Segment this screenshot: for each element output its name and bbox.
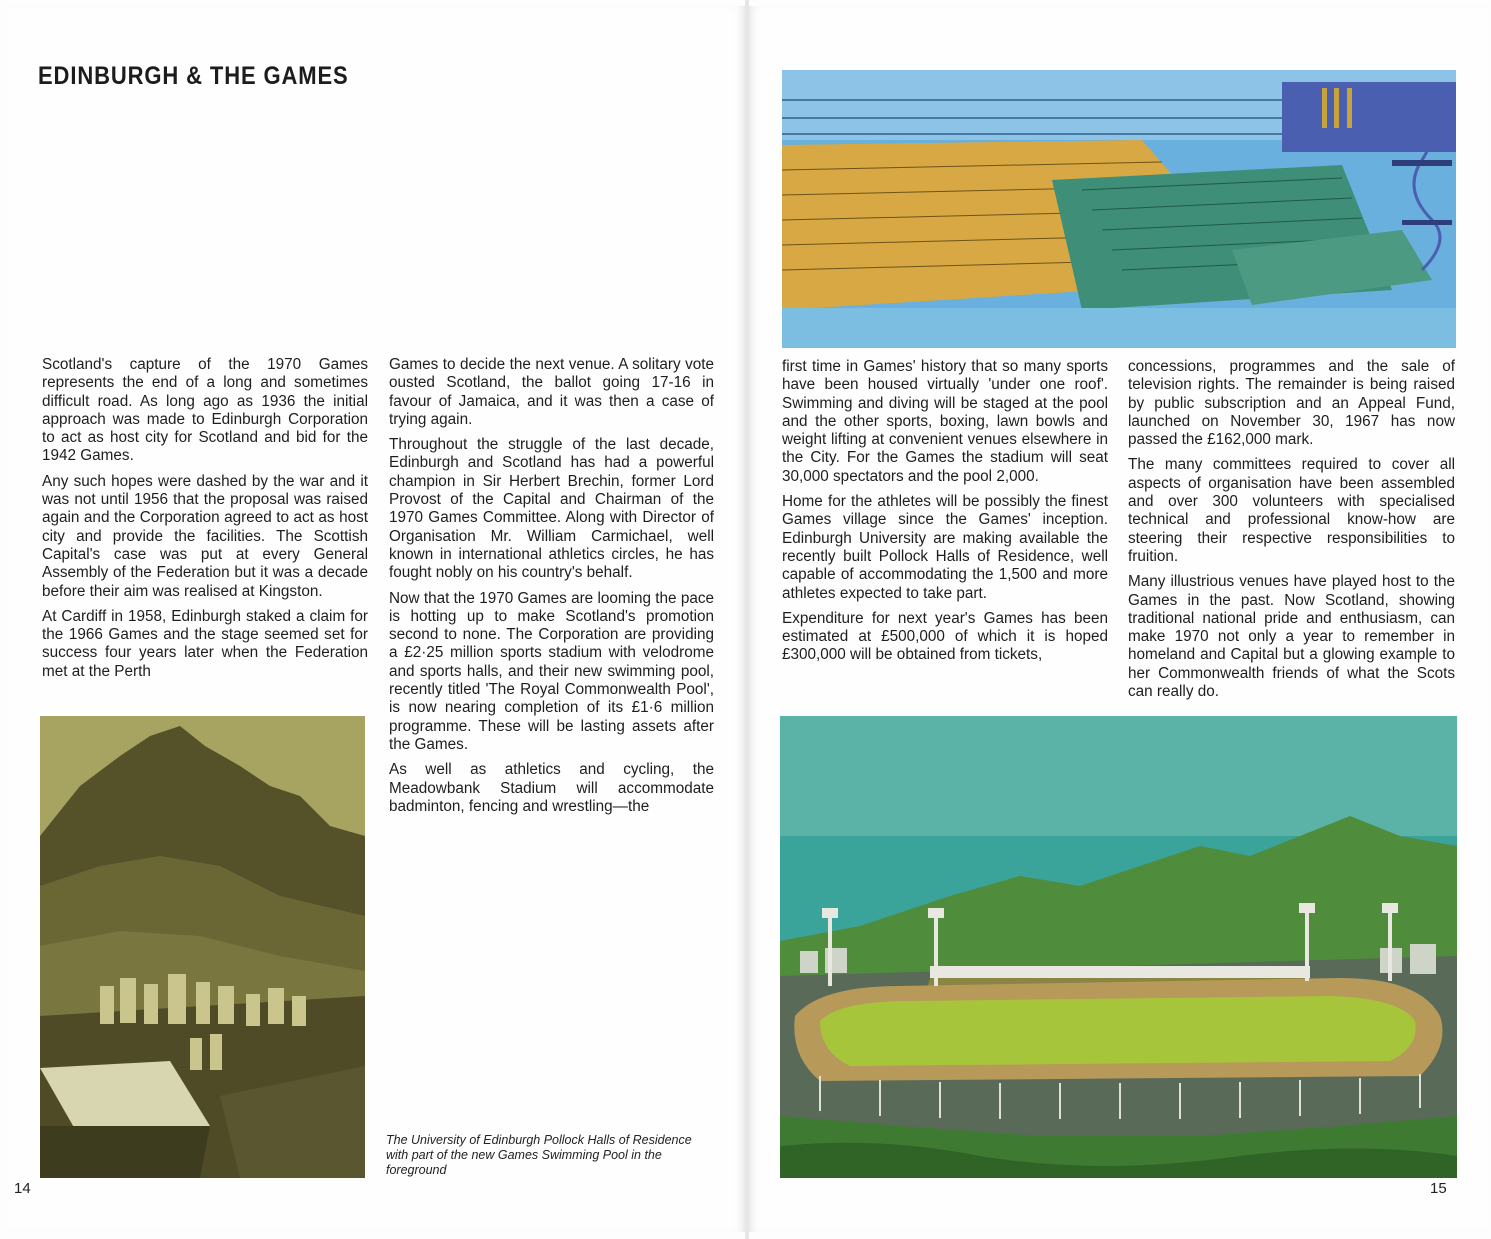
paragraph: Many illustrious venues have played host to the Games in the past. Now Scotland, showing traditional national pride and enthusiasm, can make 1970 not only a year to remember in homeland and Capital but a glowing example to her Commonwealth friends of what the Scots can really do. [1128,573,1455,701]
paragraph: Throughout the struggle of the last decade, Edinburgh and Scotland has had a powerful champion in Sir Herbert Brechin, former Lord Provost of the Capital and Chairman of the 1970 Games Committee. Along with Director of Organisation Mr. William Carmichael, well known in international athletics circles, he has fought nobly on his country's behalf. [389,436,714,582]
swimming-pool-illustration [782,70,1456,348]
left-column-1 [42,356,368,688]
paragraph: Any such hopes were dashed by the war and it was not until 1956 that the proposal was raised again and the Corporation agreed to act as host city and provide the facilities. The Scottish Capital's case was put at every General Assembly of the Federation but it was a decade before their aim was realised at Kingston. [42,472,368,600]
pollock-halls-photo [40,716,365,1178]
photo-caption: The University of Edinburgh Pollock Halls of Residence with part of the new Games Swimming Pool in the foreground [386,1133,692,1177]
right-column-2 [1128,358,1455,708]
paragraph: Home for the athletes will be possibly the finest Games village since the Games' inception. Edinburgh University are making available the recently built Pollock Halls of Residence, well capable of accommodating the 1,500 and more athletes expected to take part. [782,493,1108,602]
page-title: EDINBURGH & THE GAMES [38,62,349,90]
paragraph: Expenditure for next year's Games has been estimated at £500,000 of which it is hoped £300,000 will be obtained from tickets, [782,609,1108,664]
page-gutter [745,0,749,1239]
swimming-pool-image [782,70,1456,348]
paragraph: At Cardiff in 1958, Edinburgh staked a claim for the 1966 Games and the stage seemed set for success four years later when the Federation met at the Perth [42,607,368,680]
meadowbank-stadium-illustration [780,716,1457,1178]
left-column-2 [389,356,714,823]
right-column-1 [782,358,1108,672]
pollock-halls-image [40,716,365,1178]
paragraph: concessions, programmes and the sale of television rights. The remainder is being raised by public subscription and an Appeal Fund, launched on November 30, 1967 has now passed the £162,000 mark. [1128,358,1455,449]
stadium-image [780,716,1457,1178]
paragraph: first time in Games' history that so many sports have been housed virtually 'under one roof'. Swimming and diving will be staged at the pool and the other sports, boxing, lawn bowls and weight lifting at convenient venues elsewhere in the City. For the Games the stadium will seat 30,000 spectators and the pool 2,000. [782,358,1108,485]
paragraph: As well as athletics and cycling, the Meadowbank Stadium will accommodate badminton, fencing and wrestling—the [389,761,714,815]
paragraph: Now that the 1970 Games are looming the pace is hotting up to make Scotland's promotion second to none. The Corporation are providing a £2·25 million sports stadium with velodrome and sports halls, and their new swimming pool, recently titled 'The Royal Commonwealth Pool', is now nearing completion of its £1·6 million programme. These will be lasting assets after the Games. [389,589,714,753]
paragraph: Games to decide the next venue. A solitary vote ousted Scotland, the ballot going 17-16 in favour of Jamaica, and it was then a case of trying again. [389,356,714,428]
paragraph: Scotland's capture of the 1970 Games represents the end of a long and sometimes difficult road. As long ago as 1936 the initial approach was made to Edinburgh Corporation to act as host city for Scotland and bid for the 1942 Games. [42,356,368,465]
paragraph: The many committees required to cover all aspects of organisation have been assembled and over 300 volunteers with specialised technical and professional know-how are steering their respective responsibilities to fruition. [1128,456,1455,565]
page-number-left: 14 [14,1180,31,1197]
page-number-right: 15 [1430,1180,1447,1197]
